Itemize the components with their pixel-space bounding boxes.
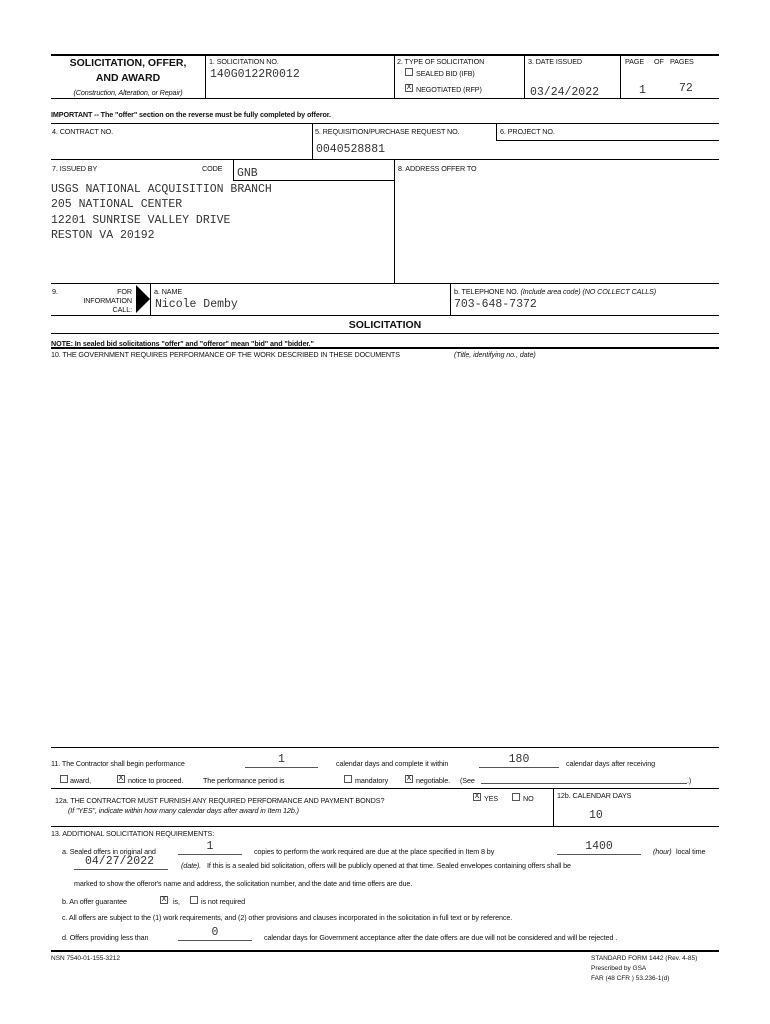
divider [51, 347, 719, 349]
solicitation-type-label: 2. TYPE OF SOLICITATION [397, 57, 485, 66]
issuer-address-line: USGS NATIONAL ACQUISITION BRANCH [51, 183, 272, 196]
notice-to-proceed-label: notice to proceed. [128, 776, 184, 785]
copies-field[interactable]: 1 [206, 840, 214, 853]
divider [233, 180, 394, 181]
divider [479, 767, 559, 768]
award-checkbox[interactable] [60, 775, 68, 783]
guarantee-is-checkbox[interactable]: X [161, 896, 167, 903]
item12a-note: (If "YES", indicate within how many calendar days after award in Item 12b.) [68, 806, 299, 815]
notice-to-proceed-checkbox[interactable]: X [118, 775, 124, 782]
total-pages: 72 [679, 82, 693, 95]
divider [233, 159, 234, 180]
item12a-text: 12a. THE CONTRACTOR MUST FURNISH ANY REQUIRED PERFORMANCE AND PAYMENT BONDS? [55, 796, 385, 805]
see-close-text: .) [687, 776, 692, 785]
standard-form-label: STANDARD FORM 1442 (Rev. 4-85) [591, 955, 698, 962]
divider [394, 54, 395, 98]
issuer-address-line: RESTON VA 20192 [51, 229, 155, 242]
prescribed-by-label: Prescribed by GSA [591, 965, 647, 972]
call-arrow-icon [136, 285, 150, 313]
address-offer-to-label: 8. ADDRESS OFFER TO [398, 164, 477, 173]
row4-top-border [51, 123, 719, 124]
divider [524, 54, 525, 98]
form-title: SOLICITATION, OFFER, [69, 57, 187, 69]
item13b-text: b. An offer guarantee [62, 897, 127, 906]
see-reference-field[interactable] [481, 783, 687, 784]
code-label: CODE [202, 164, 223, 173]
work-description-area[interactable] [51, 362, 719, 747]
telephone-label-main: b. TELEPHONE NO. [454, 287, 519, 296]
negotiable-checkbox[interactable]: X [406, 775, 412, 782]
negotiated-label: NEGOTIATED (RFP) [416, 85, 482, 94]
performance-period-text: The performance period is [203, 776, 285, 785]
divider [150, 283, 151, 315]
telephone-field[interactable]: 703-648-7372 [454, 298, 537, 311]
solicitation-no-label: 1. SOLICITATION NO. [209, 57, 279, 66]
bonds-no-label: NO [523, 794, 534, 803]
begin-days-field[interactable]: 1 [278, 753, 285, 766]
telephone-label [454, 287, 656, 296]
item11-mid-text: calendar days and complete it within [336, 759, 449, 768]
mandatory-label: mandatory [355, 776, 389, 785]
divider [557, 854, 641, 855]
divider [51, 826, 719, 827]
bonds-no-checkbox[interactable] [512, 793, 520, 801]
guarantee-not-required-label: is not required [201, 897, 246, 906]
issuer-address-line: 12201 SUNRISE VALLEY DRIVE [51, 214, 231, 227]
page-label: PAGE [625, 57, 645, 66]
hour-label: (hour) [653, 847, 672, 856]
contact-name-field[interactable]: Nicole Demby [155, 298, 238, 311]
item10-label: 10. THE GOVERNMENT REQUIRES PERFORMANCE OF THE WORK DESCRIBED IN THESE DOCUMENTS [51, 350, 400, 359]
divider [496, 140, 719, 141]
solicitation-no-field[interactable]: 140G0122R0012 [210, 68, 300, 81]
complete-days-field[interactable]: 180 [508, 753, 530, 766]
item10-hint: (Title, identifying no., date) [454, 350, 536, 359]
due-hour-field[interactable]: 1400 [585, 840, 613, 853]
sealed-bid-note: NOTE: In sealed bid solicitations "offer" and "offeror" mean "bid" and "bidder." [51, 339, 314, 348]
item13d-end-text: calendar days for Government acceptance after the date offers are due will not be considered and will be rejected . [264, 933, 618, 942]
item13a-marked-text: marked to show the offeror's name and address, the solicitation number, and the date and time offers are due. [74, 879, 413, 888]
item13a-text: a. Sealed offers in original and [62, 847, 156, 856]
call-label: CALL: [112, 305, 132, 314]
divider [496, 123, 497, 140]
divider [178, 940, 252, 941]
of-label: OF [654, 57, 664, 66]
contract-no-label: 4. CONTRACT NO. [52, 127, 114, 136]
calendar-days-label: 12b. CALENDAR DAYS [557, 791, 632, 800]
divider [74, 869, 168, 870]
sealed-bid-checkbox[interactable] [405, 68, 413, 76]
sealed-bid-label: SEALED BID (IFB) [416, 69, 475, 78]
guarantee-is-label: is, [173, 897, 180, 906]
issued-by-label: 7. ISSUED BY [52, 164, 98, 173]
important-note: IMPORTANT -- The "offer" section on the reverse must be fully completed by offeror. [51, 110, 331, 119]
item13-heading: 13. ADDITIONAL SOLICITATION REQUIREMENTS: [51, 829, 215, 838]
item9-label: 9. [52, 287, 58, 296]
item11-end-text: calendar days after receiving [566, 759, 655, 768]
requisition-no-label: 5. REQUISITION/PURCHASE REQUEST NO. [315, 127, 460, 136]
item13c-text: c. All offers are subject to the (1) work requirements, and (2) other provisions and clauses incorporated in the solicitation in full text or by reference. [62, 913, 513, 922]
due-date-field[interactable]: 04/27/2022 [85, 855, 155, 868]
divider [178, 854, 242, 855]
item13a-mid-text: copies to perform the work required are due at the place specified in Item 8 by [254, 847, 495, 856]
nsn-number: NSN 7540-01-155-3212 [51, 955, 121, 962]
guarantee-not-required-checkbox[interactable] [190, 896, 198, 904]
divider [205, 54, 206, 98]
divider [245, 767, 318, 768]
page-number: 1 [639, 84, 646, 97]
for-label: FOR [117, 287, 132, 296]
see-text: (See [460, 776, 475, 785]
date-issued-label: 3. DATE ISSUED [528, 57, 582, 66]
form-subtitle: (Construction, Alteration, or Repair) [73, 88, 183, 97]
header-bottom-border [51, 98, 719, 99]
code-field[interactable]: GNB [237, 167, 258, 180]
divider [51, 333, 719, 334]
project-no-label: 6. PROJECT NO. [500, 127, 555, 136]
negotiable-label: negotiable. [416, 776, 451, 785]
information-label: INFORMATION [83, 296, 132, 305]
far-reference-label: FAR (48 CFR ) 53.236-1(d) [591, 975, 670, 982]
form-title-line2: AND AWARD [95, 72, 161, 84]
local-time-label: local time [676, 847, 706, 856]
calendar-days-field[interactable]: 10 [589, 809, 603, 822]
item13a-date-text: If this is a sealed bid solicitation, offers will be publicly opened at that time. Sealed envelopes containing offers shall be [207, 861, 571, 870]
row9-top-border [51, 283, 719, 284]
divider [553, 788, 554, 826]
divider [51, 788, 719, 789]
requisition-no-field[interactable]: 0040528881 [316, 143, 386, 156]
divider [51, 315, 719, 316]
pages-label: PAGES [670, 57, 694, 66]
divider [312, 123, 313, 159]
form-bottom-border [51, 950, 719, 952]
item13d-text: d. Offers providing less than [62, 933, 149, 942]
telephone-label-note: (Include area code) (NO COLLECT CALLS) [520, 287, 657, 296]
divider [620, 54, 621, 98]
mandatory-checkbox[interactable] [344, 775, 352, 783]
divider [51, 747, 719, 748]
award-label: award, [70, 776, 91, 785]
date-issued-field[interactable]: 03/24/2022 [530, 86, 600, 99]
form-top-border [51, 54, 719, 56]
divider [394, 159, 395, 283]
bonds-yes-checkbox[interactable]: X [474, 793, 480, 800]
solicitation-heading: SOLICITATION [348, 319, 422, 331]
issuer-address-line: 205 NATIONAL CENTER [51, 198, 183, 211]
negotiated-checkbox[interactable]: X [406, 84, 412, 91]
bonds-yes-label: YES [484, 794, 499, 803]
row4-bottom-border [51, 159, 719, 160]
divider [450, 283, 451, 315]
date-label: (date). [181, 861, 202, 870]
acceptance-days-field[interactable]: 0 [211, 926, 219, 939]
item11-text: 11. The Contractor shall begin performance [51, 759, 185, 768]
contact-name-label: a. NAME [154, 287, 183, 296]
